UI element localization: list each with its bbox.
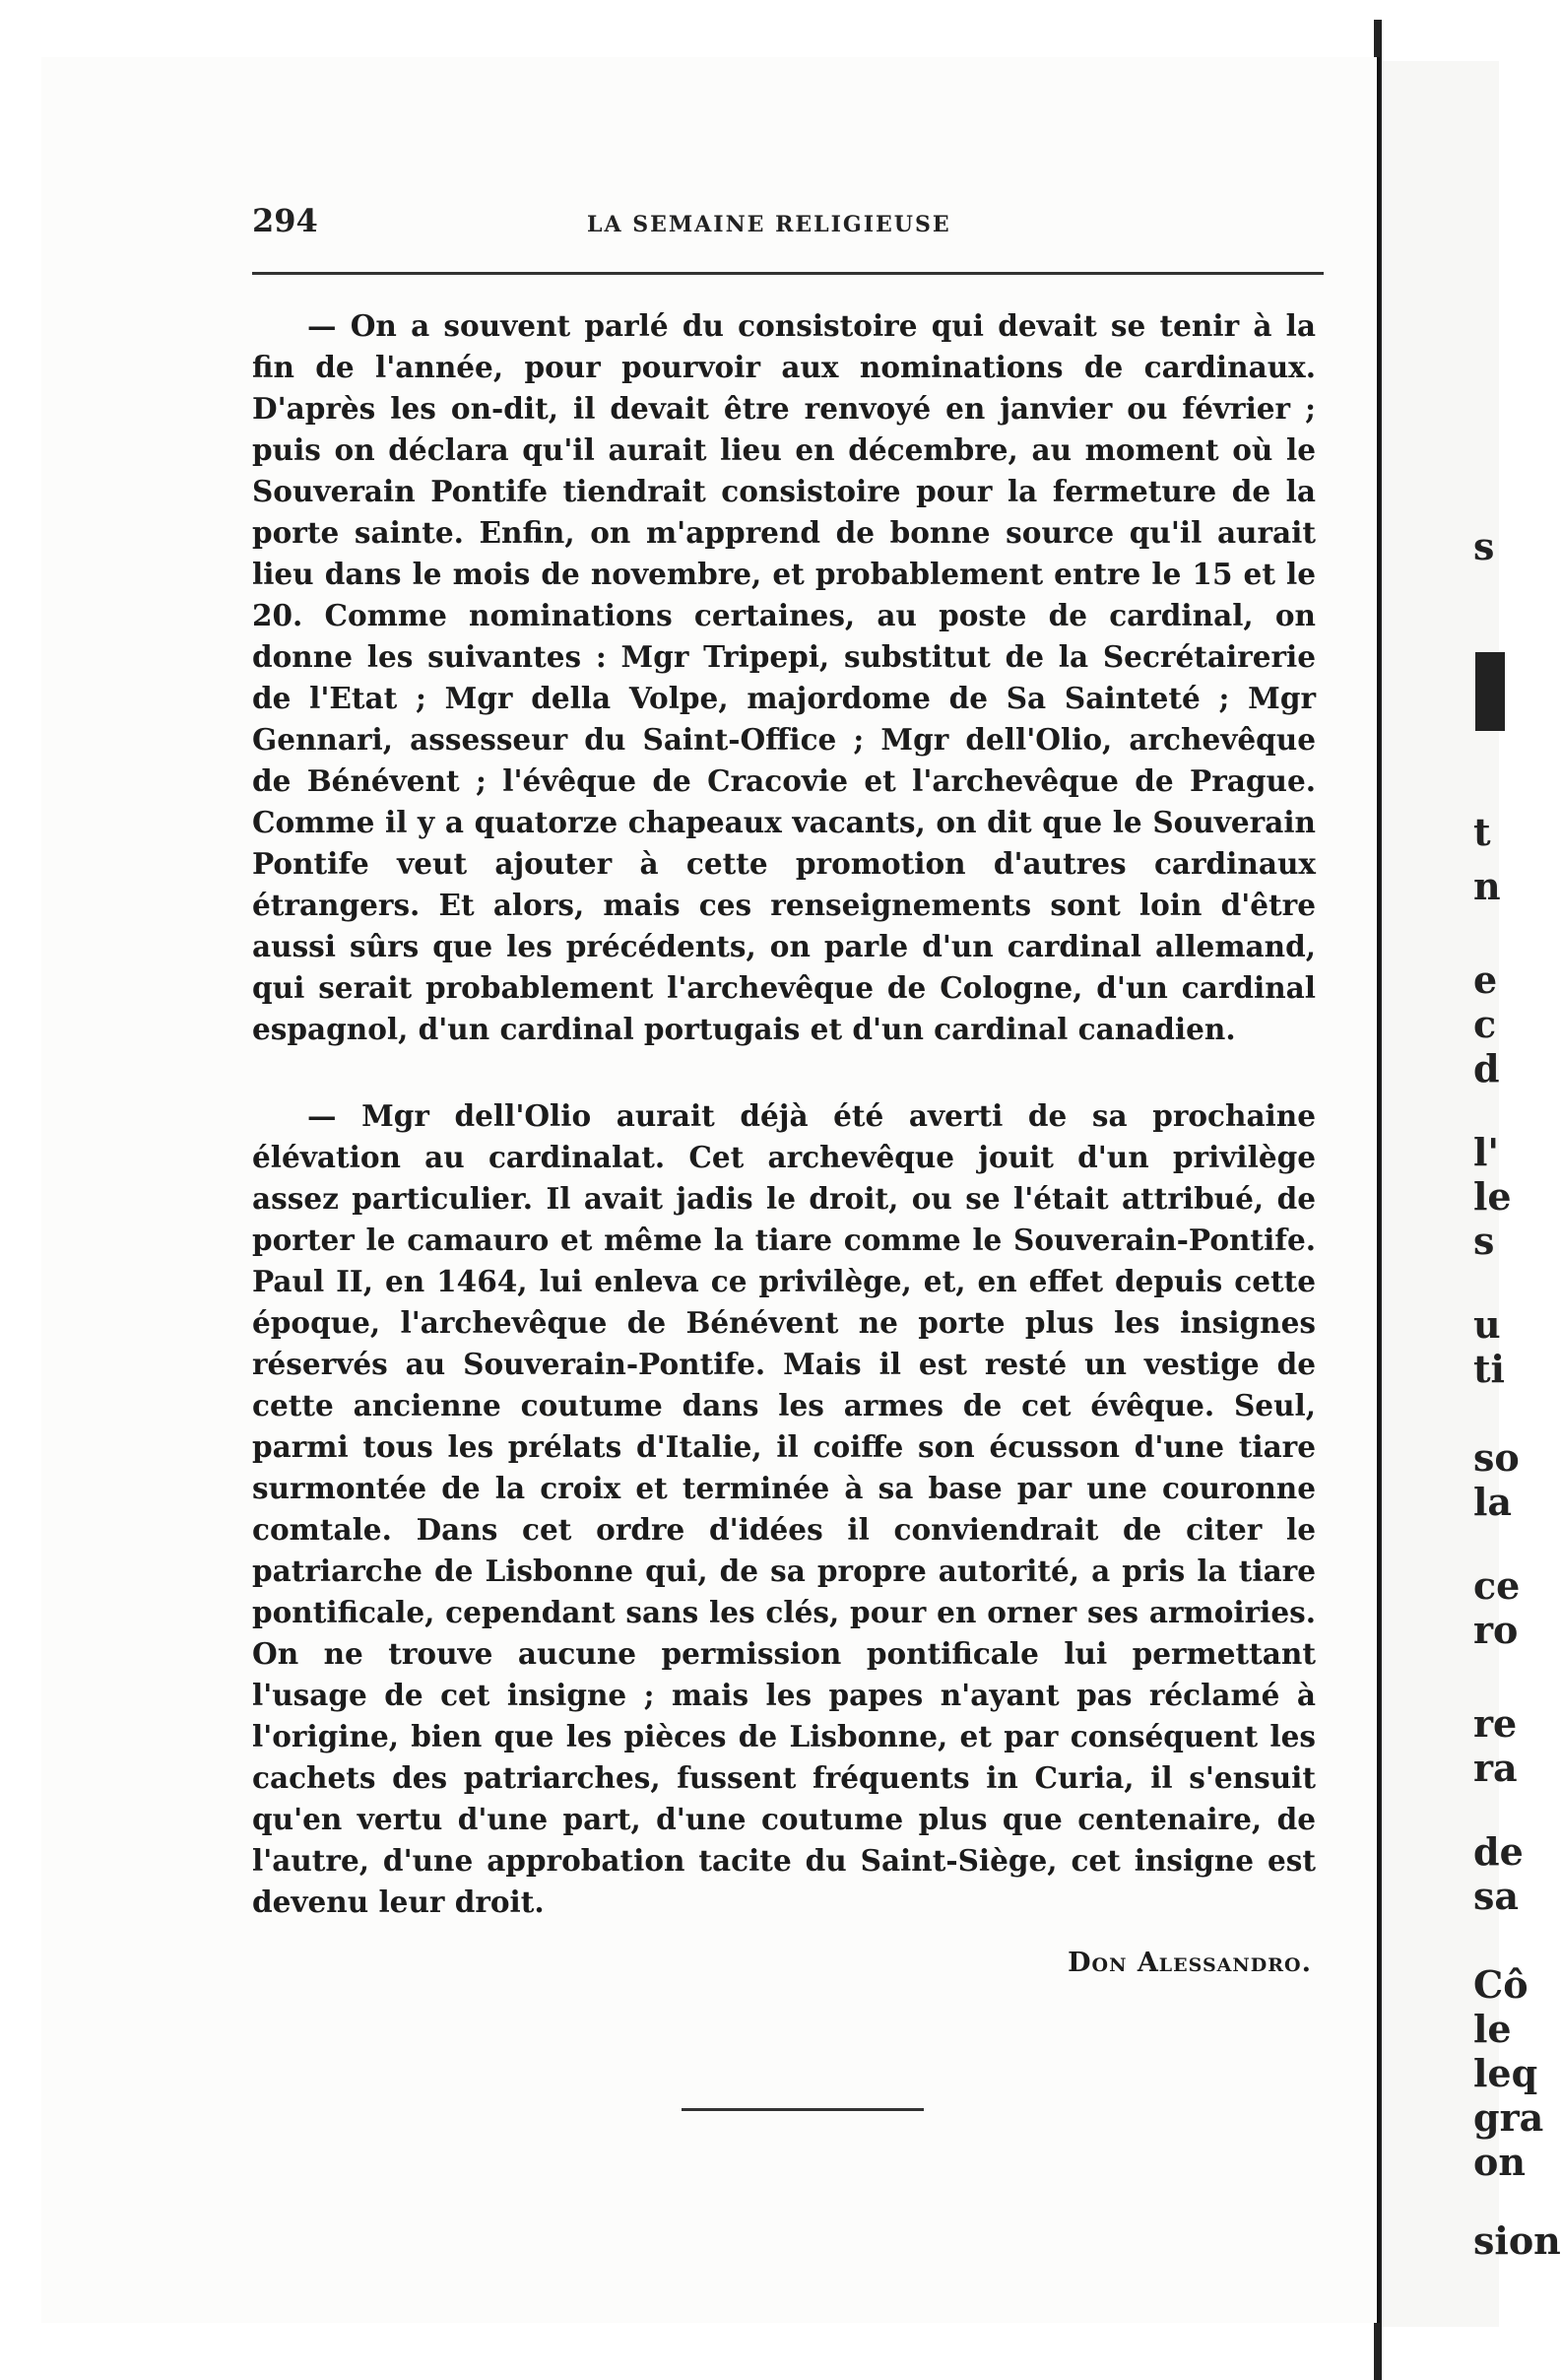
adjacent-page-edge [1379, 61, 1561, 2327]
adjacent-page-fragment: le [1473, 1174, 1512, 1219]
article-paragraph: — Mgr dell'Olio aurait déjà été averti de sa prochaine élévation au cardinalat. Cet archevêque jouit d'un privilège assez particulier. Il avait jadis le droit, ou se l'était attribué, de porter le camauro et même la tiare comme le Souverain-Pontife. Paul II, en 1464, lui enleva ce privilège, et, en effet depuis cette époque, l'archevêque de Bénévent ne porte plus les insignes réservés au Souverain-Pontife. Mais il est resté un vestige de cette ancienne coutume dans les armes de cet évêque. Seul, parmi tous les prélats d'Italie, il coiffe son écusson d'une tiare surmontée de la croix et terminée à sa base par une couronne comtale. Dans cet ordre d'idées il conviendrait de citer le patriarche de Lisbonne qui, de sa propre autorité, a pris la tiare pontificale, cependant sans les clés, pour en orner ses armoiries. On ne trouve aucune permission pontificale lui permettant l'usage de cet insigne ; mais les papes n'ayant pas réclamé à l'origine, bien que les pièces de Lisbonne, et par conséquent les cachets des patriarches, fussent fréquents in Curia, il s'ensuit qu'en vertu d'une part, d'une coutume plus que centenaire, de l'autre, d'une approbation tacite du Saint-Siège, cet insigne est devenu leur droit. [252, 1098, 1316, 1919]
adjacent-page-fragment: sion [1473, 2218, 1561, 2263]
article-body [252, 305, 1316, 1984]
end-of-article-rule [682, 2108, 924, 2111]
adjacent-page-fragment: n [1473, 864, 1501, 908]
adjacent-page-fragment: e [1473, 958, 1498, 1002]
running-head: LA SEMAINE RELIGIEUSE [587, 212, 951, 237]
page-header [252, 202, 966, 251]
adjacent-page-fragment: so [1473, 1435, 1520, 1480]
article-paragraph: — On a souvent parlé du consistoire qui devait se tenir à la fin de l'année, pour pourvoir aux nominations de cardinaux. D'après les on-dit, il devait être renvoyé en janvier ou février ; puis on déclara qu'il aurait lieu en décembre, au moment où le Souverain Pontife tiendrait consistoire pour la fermeture de la porte sainte. Enfin, on m'apprend de bonne source qu'il aurait lieu dans le mois de novembre, et probablement entre le 15 et le 20. Comme nominations certaines, au poste de cardinal, on donne les suivantes : Mgr Tripepi, substitut de la Secrétairerie de l'Etat ; Mgr della Volpe, majordome de Sa Sainteté ; Mgr Gennari, assesseur du Saint-Office ; Mgr dell'Olio, archevêque de Bénévent ; l'évêque de Cracovie et l'archevêque de Prague. Comme il y a quatorze chapeaux vacants, on dit que le Souverain Pontife veut ajouter à cette promotion d'autres cardinaux étrangers. Et alors, mais ces renseignements sont loin d'être aussi sûrs que les précédents, on parle d'un cardinal allemand, qui serait probablement l'archevêque de Cologne, d'un cardinal espagnol, d'un cardinal portugais et d'un cardinal canadien. [252, 308, 1316, 1046]
adjacent-page-fragment: t [1473, 810, 1491, 854]
adjacent-page-fragment: Cô [1473, 1962, 1528, 2007]
page-number: 294 [252, 202, 318, 239]
adjacent-page-fragment: ra [1473, 1746, 1518, 1790]
adjacent-page-fragment: sa [1473, 1874, 1520, 1918]
adjacent-page-fragment: le [1473, 2007, 1512, 2051]
header-rule [252, 272, 1324, 275]
adjacent-page-fragment: la [1473, 1480, 1513, 1524]
adjacent-page-fragment: ti [1473, 1347, 1505, 1391]
adjacent-page-fragment: de [1473, 1829, 1524, 1874]
adjacent-page-fragment: ro [1473, 1608, 1519, 1652]
adjacent-page-fragment: on [1473, 2140, 1526, 2184]
adjacent-page-fragment: u [1473, 1302, 1501, 1347]
adjacent-page-fragment: s [1473, 524, 1495, 568]
author-signature: Don Alessandro. [1068, 1948, 1312, 1978]
adjacent-page-fragment: ce [1473, 1563, 1521, 1608]
adjacent-page-fragment: re [1473, 1701, 1518, 1746]
adjacent-page-fragment: c [1473, 1002, 1497, 1046]
adjacent-page-fragment: leq [1473, 2051, 1538, 2095]
adjacent-page-fragment: gra [1473, 2095, 1544, 2140]
adjacent-page-fragment: s [1473, 1219, 1495, 1263]
adjacent-page-fragment: l' [1473, 1130, 1500, 1174]
adjacent-page-ink-block [1475, 652, 1505, 731]
adjacent-page-fragment: d [1473, 1046, 1500, 1091]
